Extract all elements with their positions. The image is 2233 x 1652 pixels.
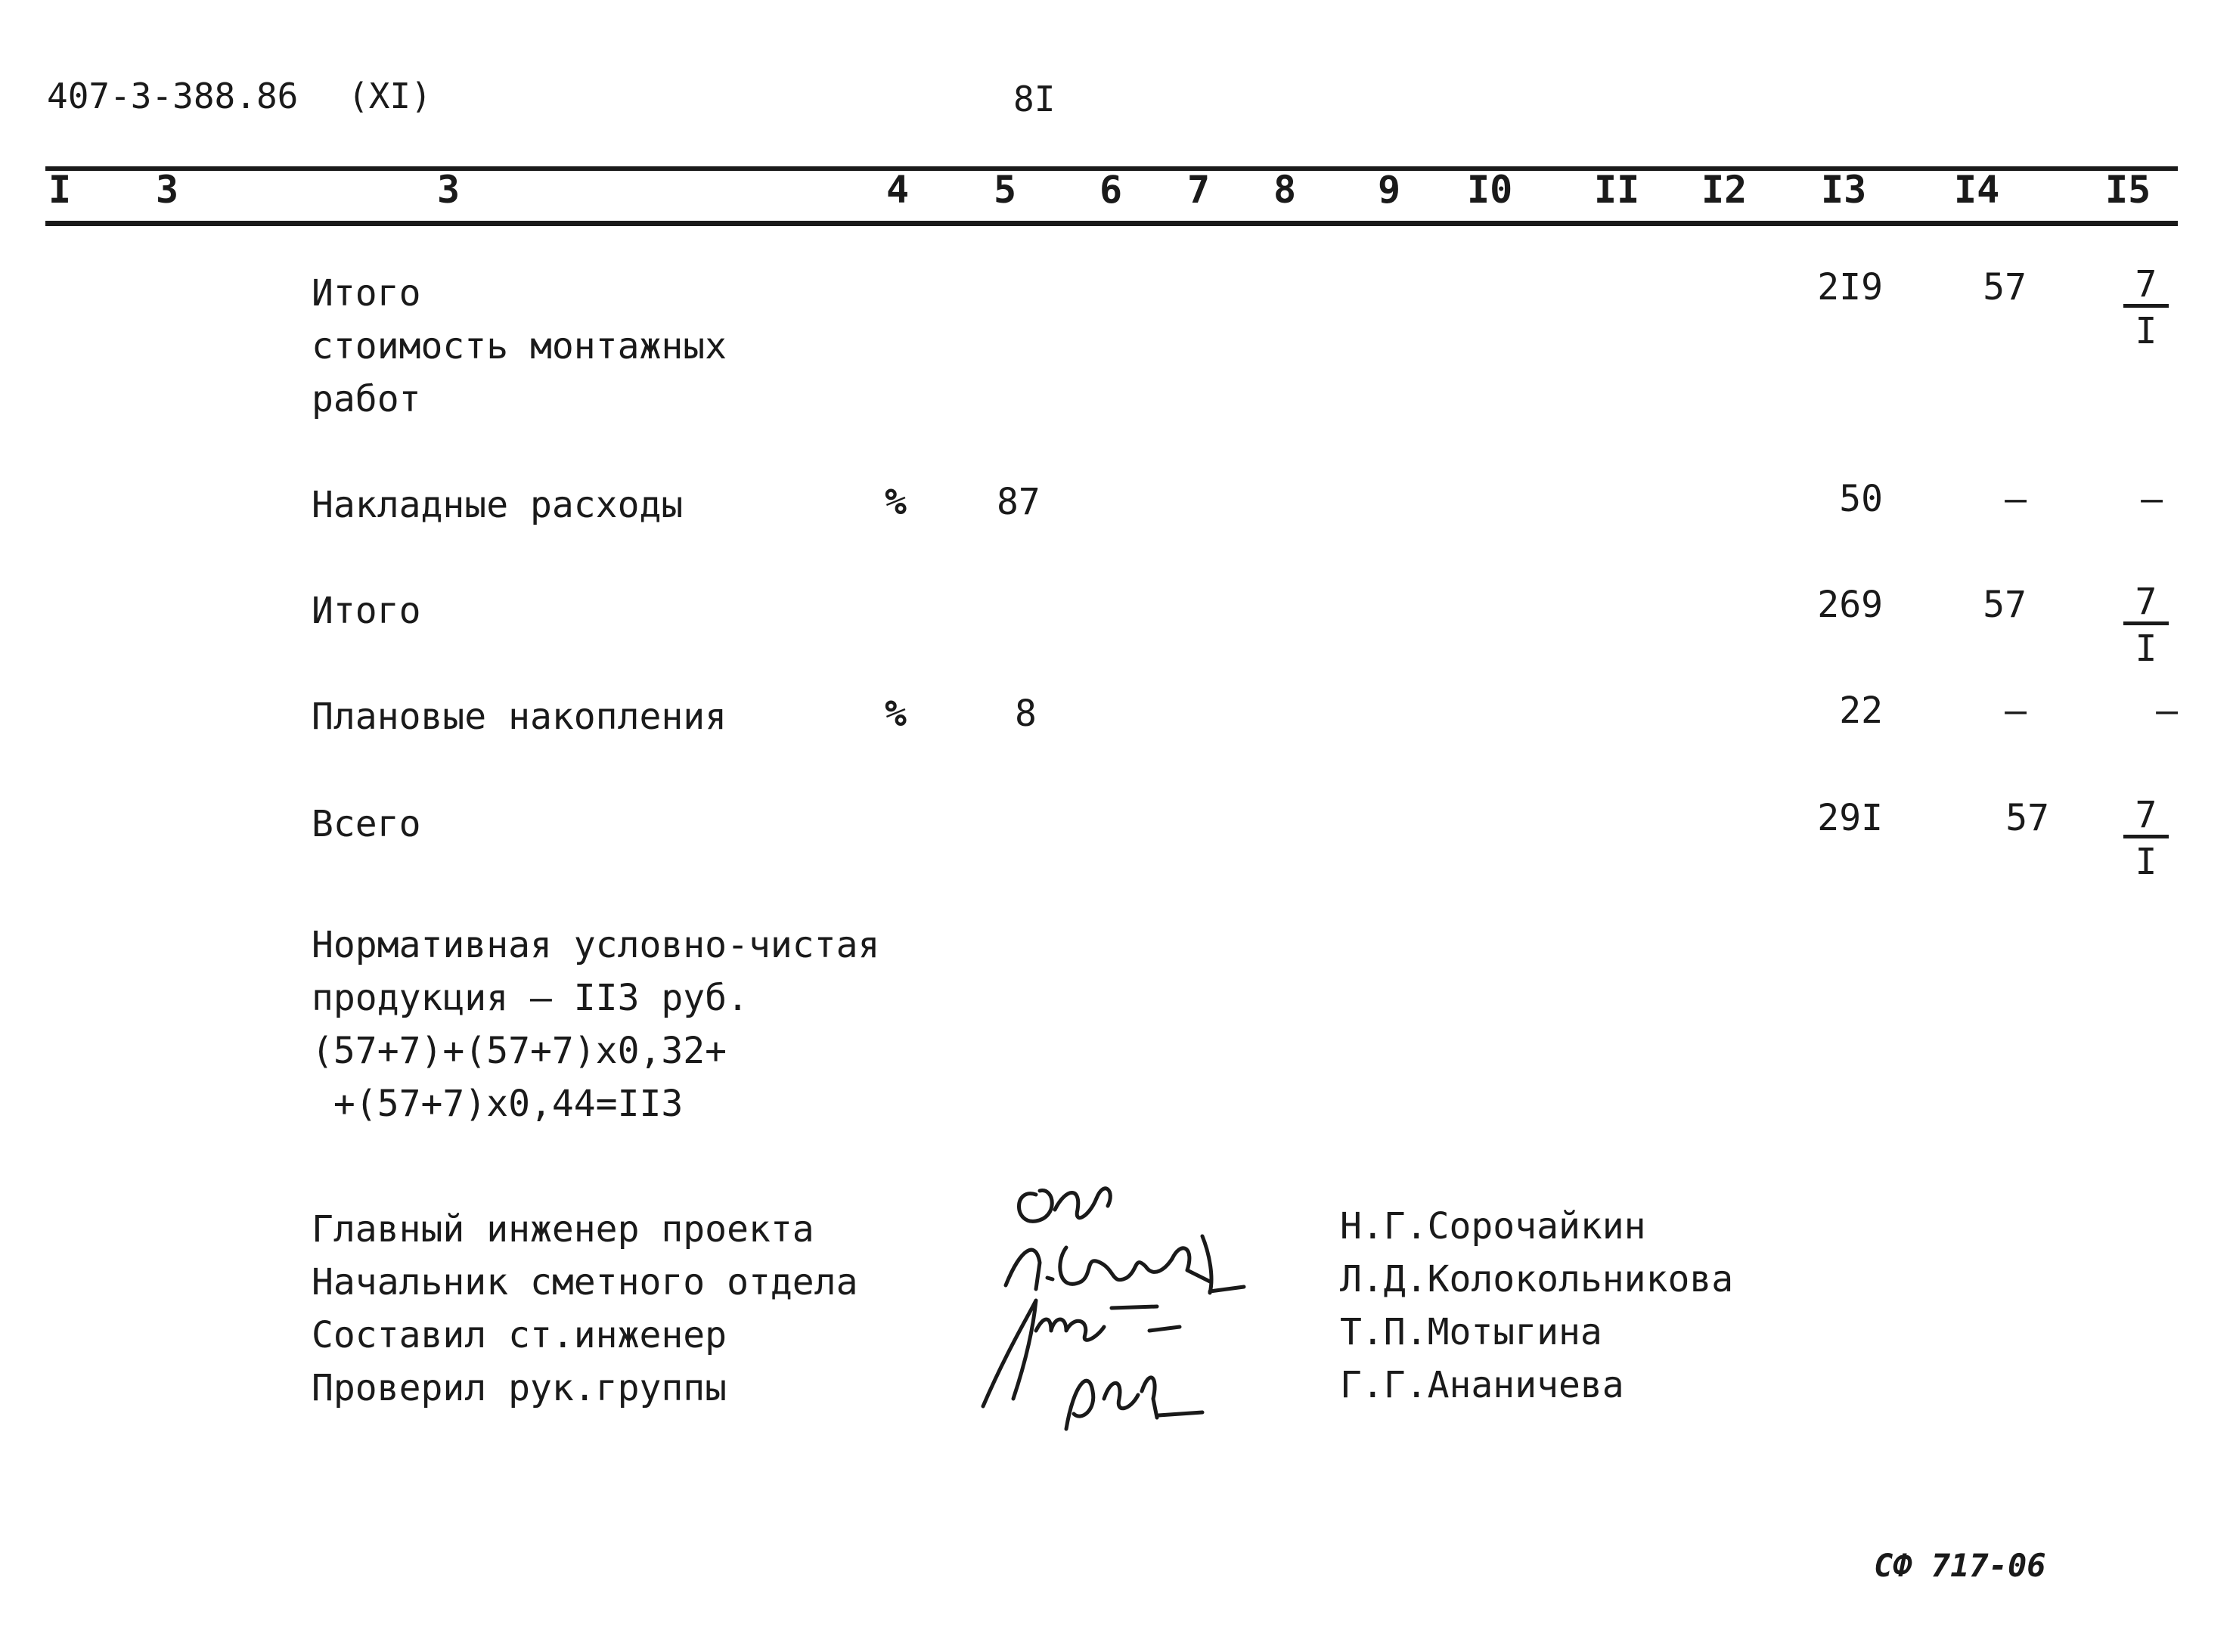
cell-col14: – [2005,478,2027,520]
cell-col13: 269 [1817,584,1883,626]
row-label: Итого [312,272,421,315]
row-label: работ [312,378,421,420]
cell-col14: – [2005,690,2027,732]
column-header: I5 [2105,168,2151,212]
row-label: Накладные расходы [312,484,684,526]
cell-col15-fraction [2123,795,2169,885]
header-bottom-rule [45,221,2178,226]
fraction-denominator: I [2135,841,2157,883]
unit-percent: % [885,693,907,735]
signature-scribble-1 [983,1164,1255,1300]
signatory-role: Составил ст.инженер [312,1314,727,1356]
cell-rate: 8 [1015,693,1037,735]
column-header: I2 [1701,168,1748,212]
signatory-role: Начальник сметного отдела [312,1261,858,1303]
cell-col14: 57 [2005,797,2049,839]
fraction-denominator: I [2135,628,2157,670]
signatory-name: Т.П.Мотыгина [1340,1311,1602,1353]
column-header: 5 [994,168,1017,212]
cell-col15: – [2141,478,2163,520]
column-header: 4 [886,168,910,212]
cell-col13: 50 [1839,478,1883,520]
column-header: 6 [1099,168,1123,212]
signatory-name: Г.Г.Ананичева [1340,1364,1624,1406]
cell-col15: – [2156,690,2178,732]
note-line: +(57+7)x0,44=II3 [312,1083,684,1125]
column-header: 7 [1187,168,1211,212]
cell-col13: 29I [1817,797,1883,839]
fraction-numerator: 7 [2123,795,2169,838]
column-header: I [48,168,72,212]
column-header: 8 [1273,168,1297,212]
cell-col13: 22 [1839,690,1883,732]
signatory-name: Н.Г.Сорочайкин [1340,1205,1646,1248]
note-line: продукция – II3 руб. [312,977,749,1019]
fraction-numerator: 7 [2123,265,2169,308]
signatory-name: Л.Д.Колокольникова [1340,1258,1734,1300]
column-header: I3 [1821,168,1867,212]
cell-col15-fraction [2123,265,2169,355]
note-line: Нормативная условно-чистая [312,924,880,966]
signatory-role: Проверил рук.группы [312,1367,727,1409]
column-header: II [1594,168,1640,212]
document-code: 407-3-388.86 [47,76,299,116]
cell-col14: 57 [1983,584,2027,626]
signature-scribble-2 [960,1285,1233,1437]
document-part: (XI) [348,76,432,116]
unit-percent: % [885,481,907,523]
page-number: 8I [1013,79,1056,119]
footer-stamp: СФ 717-06 [1874,1547,2046,1584]
column-header: 3 [156,168,179,212]
cell-rate: 87 [997,481,1041,523]
row-label: стоимость монтажных [312,325,727,367]
cell-col15-fraction [2123,582,2169,672]
row-label: Итого [312,590,421,632]
note-line: (57+7)+(57+7)x0,32+ [312,1030,727,1072]
column-header: I0 [1467,168,1513,212]
fraction-denominator: I [2135,310,2157,352]
row-label: Плановые накопления [312,696,727,738]
column-header: I4 [1954,168,2000,212]
column-header: 9 [1378,168,1401,212]
signatory-role: Главный инженер проекта [312,1208,814,1251]
row-label: Всего [312,803,421,845]
cell-col14: 57 [1983,266,2027,308]
fraction-numerator: 7 [2123,582,2169,625]
cell-col13: 2I9 [1817,266,1883,308]
column-header: 3 [437,168,461,212]
